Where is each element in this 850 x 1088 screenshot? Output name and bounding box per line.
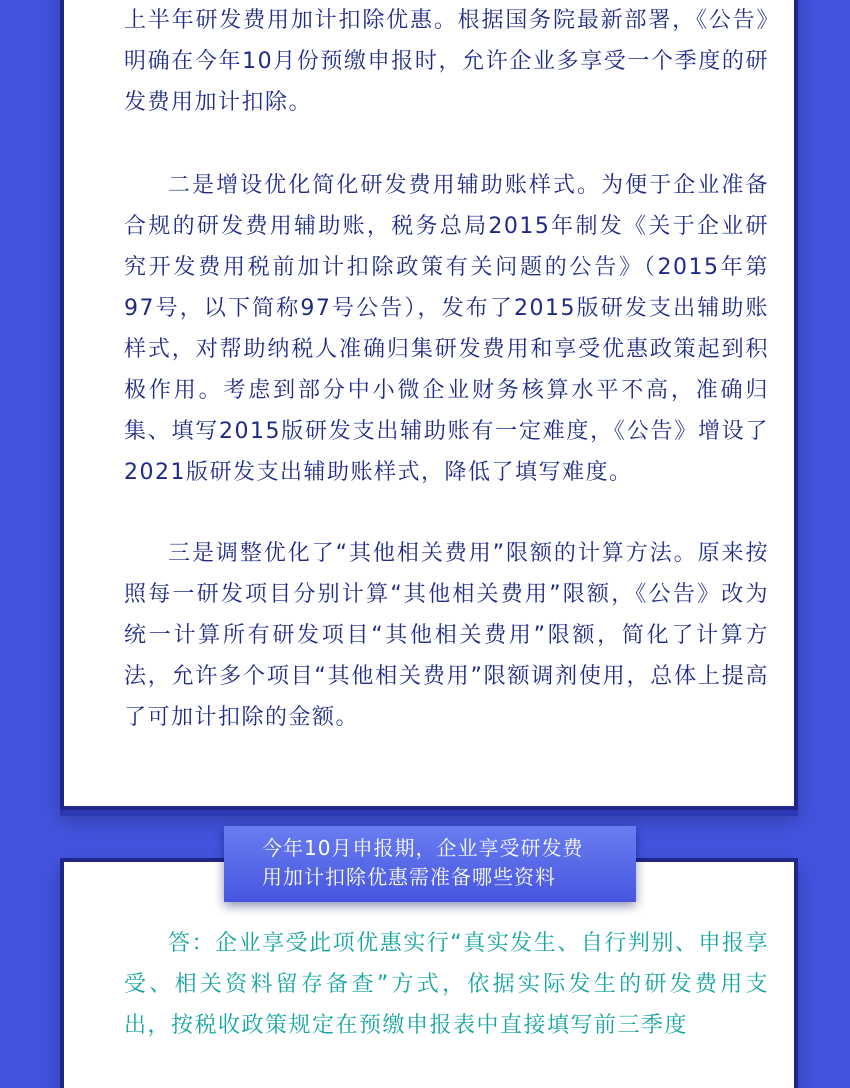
paragraph-point-three: 三是调整优化了“其他相关费用”限额的计算方法。原来按照每一研发项目分别计算“其他相关费用”限额，《公告》改为统一计算所有研发项目“其他相关费用”限额，简化了计算方法，允许多个项目“其他相关费用”限额调剂使用，总体上提高了可加计扣除的金额。	[124, 541, 770, 730]
question-banner-line-1: 今年10月申报期，企业享受研发费	[262, 836, 584, 860]
paragraph-answer: 答：企业享受此项优惠实行“真实发生、自行判别、申报享受、相关资料留存备查”方式，依据实际发生的研发费用支出，按税收政策规定在预缴申报表中直接填写前三季度	[124, 931, 769, 1038]
article-card-top	[60, 0, 798, 810]
question-banner-line-2: 用加计扣除优惠需准备哪些资料	[262, 865, 556, 889]
paragraph-point-two: 二是增设优化简化研发费用辅助账样式。为便于企业准备合规的研发费用辅助账，税务总局2015年制发《关于企业研究开发费用税前加计扣除政策有关问题的公告》（2015年第97号，以下简称97号公告），发布了2015版研发支出辅助账样式，对帮助纳税人准确归集研发费用和享受优惠政策起到积极作用。考虑到部分中小微企业财务核算水平不高，准确归集、填写2015版研发支出辅助账有一定难度，《公告》增设了2021版研发支出辅助账样式，降低了填写难度。	[124, 173, 769, 485]
question-banner	[224, 826, 636, 902]
paragraph-policy-intro: 上半年研发费用加计扣除优惠。根据国务院最新部署，《公告》明确在今年10月份预缴申报时，允许企业多享受一个季度的研发费用加计扣除。	[124, 8, 769, 115]
